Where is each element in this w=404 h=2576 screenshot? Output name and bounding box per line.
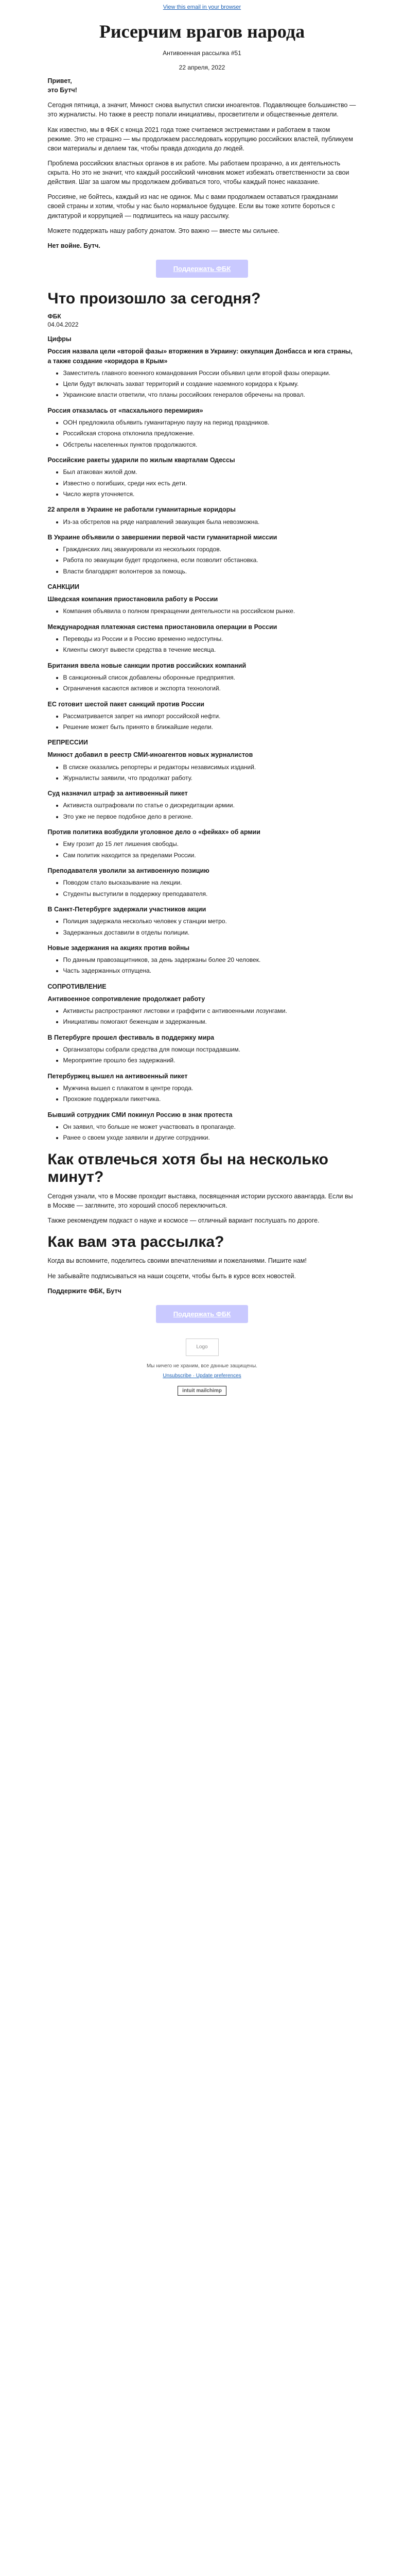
news-bullet: • Инициативы помогают беженцам и задержанным. [63, 1018, 357, 1026]
news-bullet: • Журналисты заявили, что продолжат работу. [63, 774, 357, 783]
news-bullet: • Полиция задержала несколько человек у станции метро. [63, 917, 357, 926]
news-bullets [48, 635, 357, 655]
donate-button-bottom[interactable]: Поддержать ФБК [156, 1305, 249, 1323]
news-bullet: • Гражданских лиц эвакуировали из нескольких городов. [63, 545, 357, 554]
intro-paragraph: Россияне, не бойтесь, каждый из нас не одинок. Мы с вами продолжаем оставаться гражданами своей страны и хотим, чтобы у нас было нормальное будущее. Если вы тоже хотите бороться с диктатурой и коррупцией — подпишитесь на нашу рассылку. [47, 193, 338, 219]
news-bullet: • Он заявил, что больше не может участвовать в пропаганде. [63, 1123, 357, 1131]
outro-heading-distract: Как отвлечься хотя бы на несколько минут? [47, 1150, 328, 1185]
news-bullet: • Часть задержанных отпущена. [63, 967, 357, 975]
news-bullet: • Переводы из России и в Россию временно недоступны. [63, 635, 357, 643]
section-category: СОПРОТИВЛЕНИЕ [47, 982, 107, 990]
issue-label: Антивоенная рассылка #51 [163, 49, 241, 57]
news-bullet: • Компания объявила о полном прекращении деятельности на российском рынке. [63, 607, 357, 616]
news-headline: Россия отказалась от «пасхального перемирия» [47, 406, 203, 414]
news-bullet: • Известно о погибших, среди них есть дети. [63, 479, 357, 488]
news-headline: Суд назначил штраф за антивоенный пикет [47, 790, 188, 798]
issue-date: 22 апреля, 2022 [179, 64, 225, 71]
outro-distract [48, 1192, 357, 1225]
news-headline: Петербуржец вышел на антивоенный пикет [47, 1072, 188, 1080]
view-in-browser-bar [0, 0, 404, 10]
outro-feedback [48, 1256, 357, 1323]
news-bullets [48, 607, 357, 616]
news-bullets [48, 712, 357, 732]
news-bullet: • В санкционный список добавлены оборонные предприятия. [63, 673, 357, 682]
outro-paragraph: Не забывайте подписываться на наши соцсети, чтобы быть в курсе всех новостей. [47, 1272, 296, 1280]
outro-paragraph: Также рекомендуем подкаст о науке и космосе — отличный вариант послушать по дороге. [47, 1216, 320, 1224]
news-headline: ЕС готовит шестой пакет санкций против России [47, 700, 204, 708]
news-bullet: • Ему грозит до 15 лет лишения свободы. [63, 840, 357, 849]
news-headline: Россия назвала цели «второй фазы» вторжения в Украину: оккупация Донбасса и юга страны, а также создание «коридора в Крым» [47, 348, 353, 365]
news-headline: В Петербурге прошел фестиваль в поддержку мира [47, 1033, 215, 1041]
news-headline: Антивоенное сопротивление продолжает работу [47, 995, 205, 1003]
newsletter-title: Рисерчим врагов народа [99, 21, 305, 42]
news-headline: Преподавателя уволили за антивоенную позицию [47, 867, 209, 875]
view-in-browser-link[interactable]: View this email in your browser [163, 4, 241, 10]
outro-signoff: Поддержите ФБК, Бутч [47, 1287, 121, 1295]
news-headline: Шведская компания приостановила работу в России [47, 596, 218, 603]
news-bullet: • Активиста оштрафовали по статье о дискредитации армии. [63, 801, 357, 810]
news-bullet: • Был атакован жилой дом. [63, 468, 357, 477]
news-bullet: • Ранее о своем уходе заявили и другие сотрудники. [63, 1133, 357, 1142]
news-bullet: • Поводом стало высказывание на лекции. [63, 878, 357, 887]
news-bullet: • По данным правозащитников, за день задержаны более 20 человек. [63, 956, 357, 964]
news-bullet: • Ограничения касаются активов и экспорта технологий. [63, 684, 357, 693]
news-headline: 22 апреля в Украине не работали гуманитарные коридоры [47, 506, 236, 514]
greeting: Привет, это Бутч! [47, 77, 77, 94]
signoff: Нет войне. Бутч. [47, 242, 100, 249]
news-bullet: • ООН предложила объявить гуманитарную паузу на период праздников. [63, 418, 357, 427]
intro-paragraph: Сегодня пятница, а значит, Минюст снова выпустил списки иноагентов. Подавляющее большинство — это журналисты. Но также в реестр попали инициативы, просветители и общественные деятели. [47, 101, 356, 118]
email-body [48, 10, 357, 1411]
intro-paragraph: Проблема российских властных органов в их работе. Мы работаем прозрачно, а их деятельность скрыта. Но это не значит, что каждый российский чиновник может избежать ответственности за свои действия. Шаг за шагом мы продолжаем добиваться того, чтобы каждый понес наказание. [47, 159, 349, 186]
news-headline: Британия ввела новые санкции против российских компаний [47, 662, 247, 669]
news-bullet: • Сам политик находится за пределами России. [63, 851, 357, 860]
news-bullets [48, 801, 357, 821]
news-bullets [48, 1084, 357, 1104]
section-category: Цифры [47, 335, 72, 343]
mailchimp-badge: intuit mailchimp [48, 1386, 357, 1396]
news-bullet: • Число жертв уточняется. [63, 490, 357, 499]
news-bullets [48, 878, 357, 899]
news-headline: Против политика возбудили уголовное дело о «фейках» об армии [47, 828, 260, 836]
news-sections [48, 335, 357, 1142]
footer [48, 1338, 357, 1411]
news-bullet: • В списке оказались репортеры и редакторы независимых изданий. [63, 763, 357, 772]
byline-date: 04.04.2022 [47, 321, 79, 329]
news-bullet: • Рассматривается запрет на импорт российской нефти. [63, 712, 357, 721]
news-bullet: • Обстрелы населенных пунктов продолжаются. [63, 440, 357, 449]
news-bullet: • Клиенты смогут вывести средства в течение месяца. [63, 646, 357, 654]
section-category: САНКЦИИ [47, 583, 79, 591]
news-bullet: • Активисты распространяют листовки и граффити с антивоенными лозунгами. [63, 1007, 357, 1015]
news-bullet: • Заместитель главного военного командования России объявил цели второй фазы операции. [63, 369, 357, 378]
outro-paragraph: Когда вы вспомните, поделитесь своими впечатлениями и пожеланиями. Пишите нам! [47, 1257, 307, 1265]
news-bullets [48, 545, 357, 576]
intro-paragraph: Можете поддержать нашу работу донатом. Это важно — вместе мы сильнее. [47, 227, 280, 234]
news-headline: Международная платежная система приостановила операции в России [47, 623, 277, 631]
news-bullet: • Студенты выступили в поддержку преподавателя. [63, 890, 357, 899]
section-category: РЕПРЕССИИ [47, 739, 88, 747]
news-bullets [48, 840, 357, 860]
logo-image: Logo [186, 1338, 219, 1356]
news-bullet: • Власти благодарят волонтеров за помощь. [63, 567, 357, 576]
donate-button[interactable]: Поддержать ФБК [156, 260, 249, 278]
intro [48, 76, 357, 278]
masthead [48, 10, 357, 71]
news-bullet: • Прохожие поддержали пикетчика. [63, 1095, 357, 1104]
news-bullet: • Организаторы собрали средства для помощи пострадавшим. [63, 1045, 357, 1054]
news-bullets [48, 1045, 357, 1065]
news-bullet: • Это уже не первое подобное дело в регионе. [63, 812, 357, 821]
main-heading: Что произошло за сегодня? [47, 290, 261, 307]
news-bullets [48, 763, 357, 783]
news-bullet: • Работа по эвакуации будет продолжена, если позволит обстановка. [63, 556, 357, 565]
news-bullet: • Украинские власти ответили, что планы российских генералов обречены на провал. [63, 391, 357, 399]
intro-paragraph: Как известно, мы в ФБК с конца 2021 года тоже считаемся экстремистами и работаем в таком режиме. Это не страшно — мы продолжаем расследовать коррупцию российских властей, публикуем свои материалы и делаем так, чтобы правда доходила до людей. [47, 126, 353, 152]
news-headline: В Санкт-Петербурге задержали участников акции [47, 906, 206, 913]
outro-paragraph: Сегодня узнали, что в Москве проходит выставка, посвященная истории русского авангарда. Если вы в Москве — загляните, это хороший способ переключиться. [47, 1192, 353, 1209]
news-headline: Российские ракеты ударили по жилым кварталам Одессы [47, 456, 235, 464]
news-headline: Минюст добавил в реестр СМИ-иноагентов новых журналистов [47, 751, 253, 759]
news-bullets [48, 1007, 357, 1027]
news-headline: Новые задержания на акциях против войны [47, 944, 190, 952]
news-bullets [48, 468, 357, 499]
news-bullets [48, 1123, 357, 1143]
news-bullets [48, 956, 357, 976]
news-headline: Бывший сотрудник СМИ покинул Россию в знак протеста [47, 1111, 233, 1118]
news-bullet: • Мероприятие прошло без задержаний. [63, 1056, 357, 1065]
news-bullets [48, 673, 357, 693]
outro-heading-feedback: Как вам эта рассылка? [47, 1233, 224, 1250]
byline-author: ФБК [47, 313, 61, 320]
news-bullet: • Задержанных доставили в отделы полиции. [63, 928, 357, 937]
footer-links[interactable]: Unsubscribe · Update preferences [163, 1372, 241, 1379]
news-bullets [48, 369, 357, 400]
news-headline: В Украине объявили о завершении первой части гуманитарной миссии [47, 533, 277, 541]
news-bullets [48, 518, 357, 527]
news-bullet: • Российская сторона отклонила предложение. [63, 429, 357, 438]
news-bullet: • Решение может быть принято в ближайшие недели. [63, 723, 357, 732]
news-bullets [48, 917, 357, 937]
footer-address: Мы ничего не храним, все данные защищены. [146, 1363, 258, 1369]
news-bullet: • Цели будут включать захват территорий и создание наземного коридора к Крыму. [63, 380, 357, 388]
news-bullet: • Из-за обстрелов на ряде направлений эвакуация была невозможна. [63, 518, 357, 527]
news-bullets [48, 418, 357, 449]
news-bullet: • Мужчина вышел с плакатом в центре города. [63, 1084, 357, 1093]
